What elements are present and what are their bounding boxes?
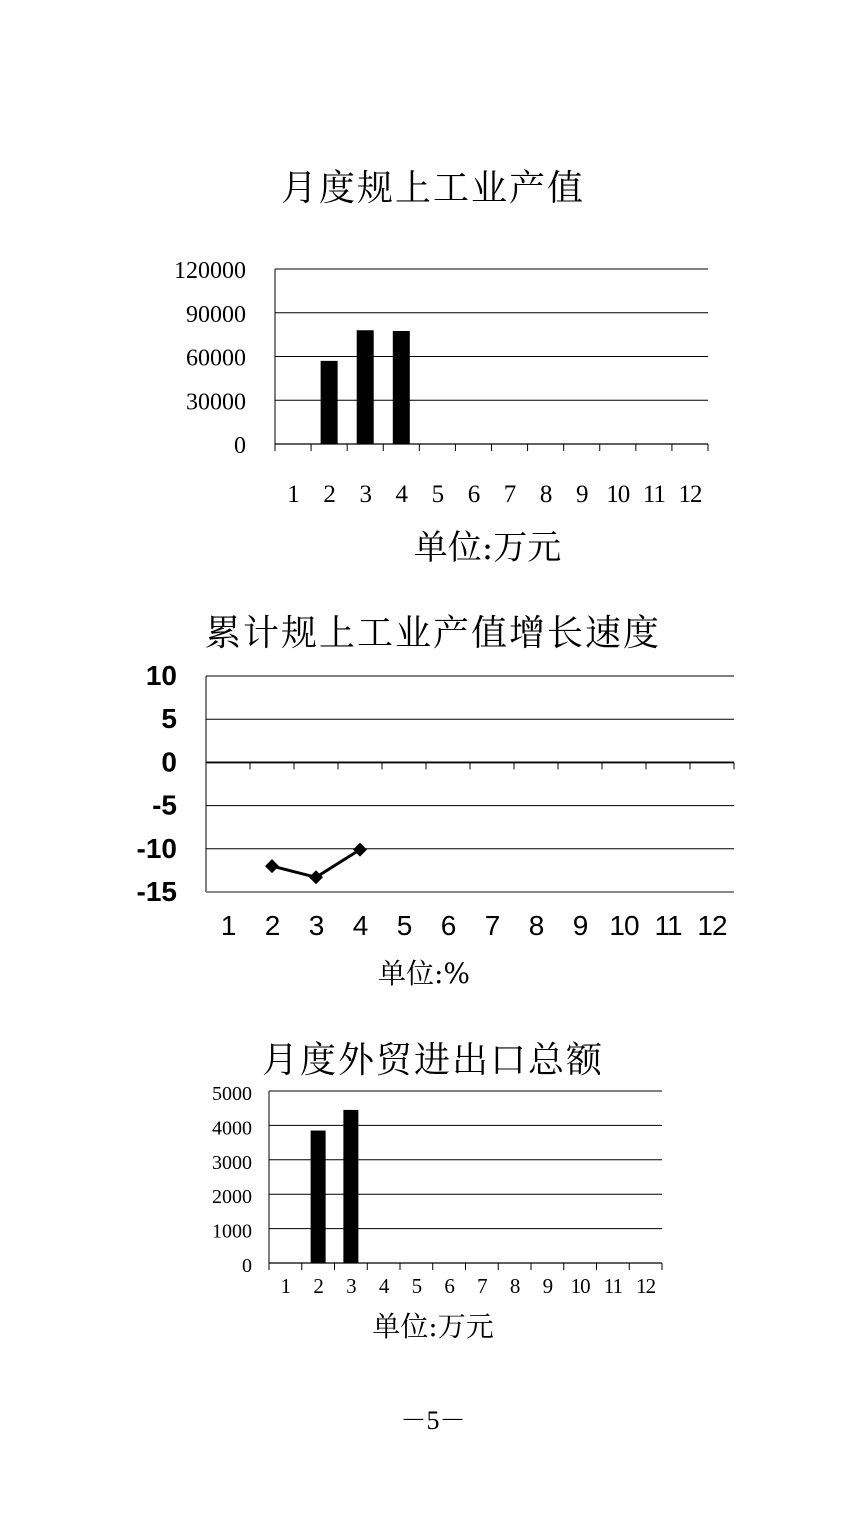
x-tick-label: 2 bbox=[323, 481, 335, 508]
x-tick-label: 9 bbox=[572, 910, 588, 941]
y-tick-label: 5000 bbox=[212, 1083, 252, 1105]
chart3-title: 月度外贸进出口总额 bbox=[261, 1040, 604, 1081]
bar bbox=[311, 1131, 326, 1263]
x-tick-label: 2 bbox=[313, 1274, 323, 1298]
x-tick-label: 10 bbox=[609, 910, 639, 941]
y-tick-label: 0 bbox=[242, 1255, 252, 1277]
chart3-unit-label: 单位:万元 bbox=[372, 1310, 494, 1343]
y-tick-label: 1000 bbox=[212, 1220, 252, 1243]
x-tick-label: 12 bbox=[678, 481, 702, 508]
x-tick-label: 7 bbox=[503, 481, 516, 508]
chart2-unit-label: 单位:% bbox=[377, 957, 471, 990]
y-tick-label: 30000 bbox=[186, 389, 246, 416]
x-tick-label: 4 bbox=[352, 910, 368, 941]
y-tick-label: 3000 bbox=[212, 1151, 252, 1174]
x-tick-label: 9 bbox=[542, 1274, 553, 1298]
y-tick-label: 60000 bbox=[186, 345, 246, 372]
x-tick-label: 3 bbox=[359, 481, 371, 508]
x-tick-label: 11 bbox=[603, 1274, 622, 1298]
x-tick-label: 1 bbox=[287, 481, 299, 508]
y-tick-label: 10 bbox=[145, 660, 177, 691]
x-tick-label: 8 bbox=[528, 910, 544, 941]
x-tick-label: 5 bbox=[396, 910, 412, 941]
x-tick-label: 8 bbox=[539, 481, 552, 508]
x-tick-label: 8 bbox=[509, 1274, 520, 1298]
y-tick-label: 120000 bbox=[174, 258, 246, 284]
x-tick-label: 6 bbox=[467, 481, 480, 508]
y-tick-label: 0 bbox=[161, 746, 177, 778]
y-tick-label: 2000 bbox=[212, 1186, 252, 1209]
y-tick-label: -10 bbox=[136, 832, 177, 864]
x-tick-label: 1 bbox=[220, 910, 236, 941]
bar bbox=[343, 1110, 358, 1263]
x-tick-label: 3 bbox=[346, 1274, 356, 1298]
page-number: －5－ bbox=[400, 1406, 466, 1435]
chart1-unit-label: 单位:万元 bbox=[413, 528, 562, 568]
x-tick-label: 10 bbox=[606, 481, 630, 508]
x-tick-label: 4 bbox=[378, 1274, 389, 1298]
x-tick-label: 12 bbox=[697, 910, 727, 941]
chart1-title: 月度规上工业产值 bbox=[280, 168, 585, 209]
x-tick-label: 6 bbox=[444, 1274, 454, 1298]
y-tick-label: 90000 bbox=[186, 301, 246, 328]
y-tick-label: 4000 bbox=[212, 1117, 252, 1140]
x-tick-label: 6 bbox=[440, 910, 456, 941]
y-tick-label: 0 bbox=[234, 433, 246, 459]
x-tick-label: 11 bbox=[654, 910, 682, 941]
x-tick-label: 3 bbox=[308, 910, 324, 941]
x-tick-label: 5 bbox=[411, 1274, 422, 1298]
x-tick-label: 9 bbox=[575, 481, 588, 508]
y-tick-label: -5 bbox=[152, 789, 177, 821]
y-tick-label: -15 bbox=[136, 876, 177, 907]
x-tick-label: 7 bbox=[484, 910, 500, 941]
x-tick-label: 11 bbox=[642, 481, 665, 508]
x-tick-label: 5 bbox=[431, 481, 444, 508]
x-tick-label: 7 bbox=[477, 1274, 487, 1298]
x-tick-label: 4 bbox=[395, 481, 408, 508]
y-tick-label: 5 bbox=[161, 703, 177, 735]
x-tick-label: 2 bbox=[264, 910, 280, 941]
x-tick-label: 1 bbox=[280, 1274, 291, 1298]
x-tick-label: 12 bbox=[636, 1274, 656, 1298]
chart2-title: 累计规上工业产值增长速度 bbox=[204, 613, 661, 654]
x-tick-label: 10 bbox=[570, 1274, 590, 1298]
